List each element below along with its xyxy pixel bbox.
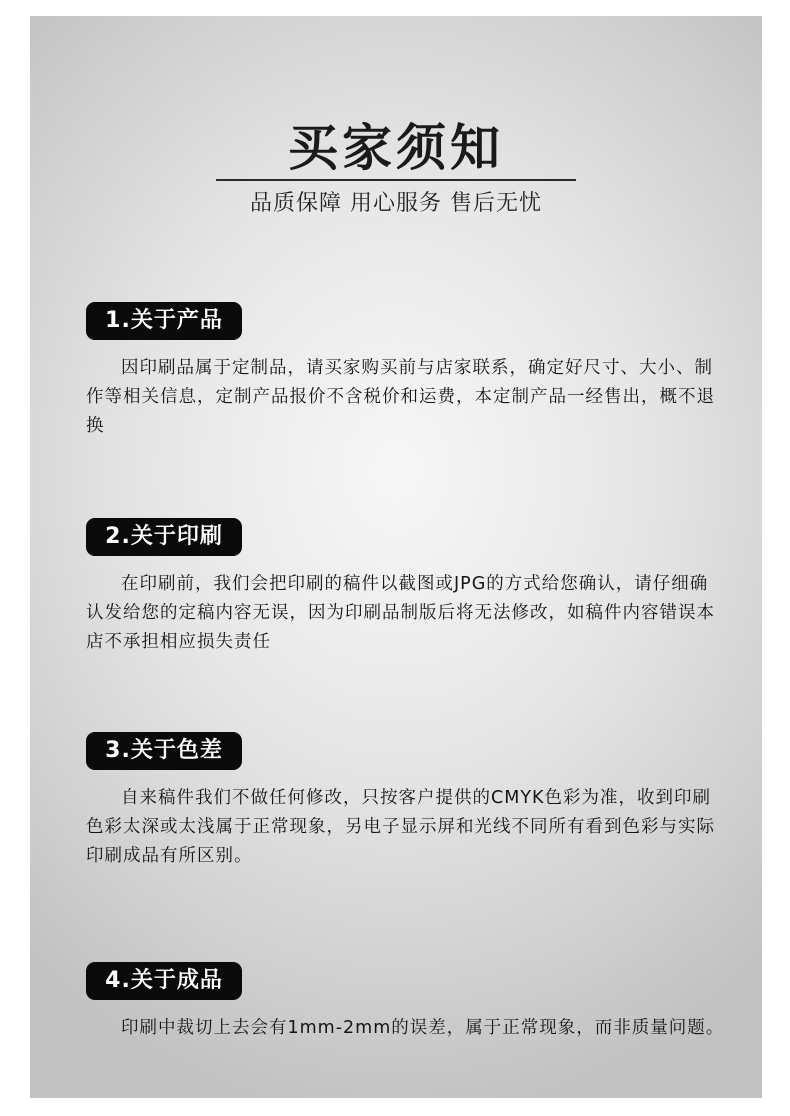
section-badge: 2.关于印刷 — [86, 518, 242, 556]
page-subtitle: 品质保障 用心服务 售后无忧 — [250, 191, 542, 216]
section-text: 印刷中裁切上去会有1mm-2mm的误差，属于正常现象，而非质量问题。 — [121, 1018, 725, 1038]
section-badge: 1.关于产品 — [86, 302, 242, 340]
section-text: 自来稿件我们不做任何修改，只按客户提供的CMYK色彩为准，收到印刷色彩太深或太浅属于正常现象，另电子显示屏和光线不同所有看到色彩与实际印刷成品有所区别。 — [86, 788, 715, 866]
section-badge: 4.关于成品 — [86, 962, 242, 1000]
title-divider — [216, 179, 576, 181]
section-text: 因印刷品属于定制品，请买家购买前与店家联系，确定好尺寸、大小、制作等相关信息，定制产品报价不含税价和运费，本定制产品一经售出，概不退换 — [86, 358, 715, 436]
page-title: 买家须知 — [288, 119, 504, 177]
section-text: 在印刷前，我们会把印刷的稿件以截图或JPG的方式给您确认，请仔细确认发给您的定稿内容无误，因为印刷品制版后将无法修改，如稿件内容错误本店不承担相应损失责任 — [86, 574, 715, 652]
section-badge: 3.关于色差 — [86, 732, 242, 770]
notice-panel — [30, 16, 762, 1098]
